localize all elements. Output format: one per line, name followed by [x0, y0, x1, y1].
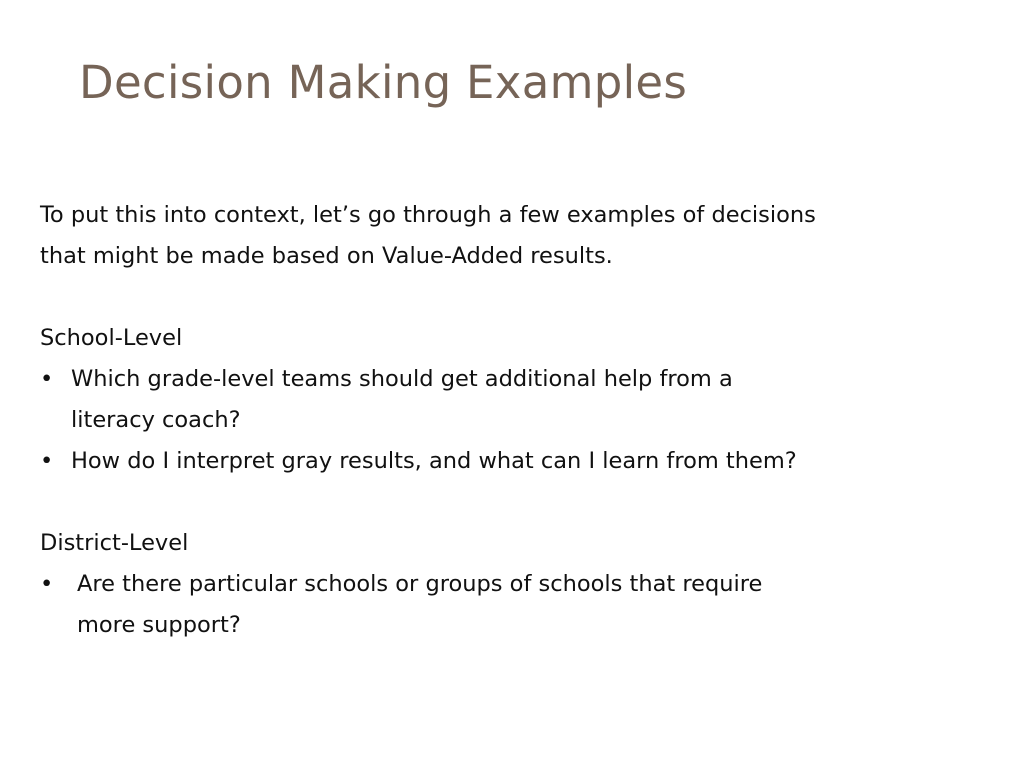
bullet-item [40, 359, 980, 400]
section-heading-district-level: District-Level [40, 530, 189, 556]
bullet-text-continuation: more support? [77, 612, 241, 638]
slide-body [40, 195, 980, 646]
section-heading-school-level: School-Level [40, 325, 183, 351]
intro-line-2: that might be made based on Value-Added results. [40, 243, 613, 269]
bullet-text-continuation: literacy coach? [71, 407, 241, 433]
bullet-item [40, 564, 980, 605]
bullet-text: Are there particular schools or groups of schools that require [77, 571, 763, 597]
bullet-icon: • [40, 571, 54, 597]
bullet-icon: • [40, 366, 54, 392]
bullet-item [40, 441, 980, 482]
slide-title: Decision Making Examples [79, 56, 688, 109]
bullet-icon: • [40, 448, 54, 474]
spacer [40, 277, 980, 318]
bullet-text: How do I interpret gray results, and what can I learn from them? [71, 448, 797, 474]
bullet-text: Which grade-level teams should get additional help from a [71, 366, 733, 392]
intro-line-1: To put this into context, let’s go through a few examples of decisions [40, 202, 816, 228]
spacer [40, 482, 980, 523]
